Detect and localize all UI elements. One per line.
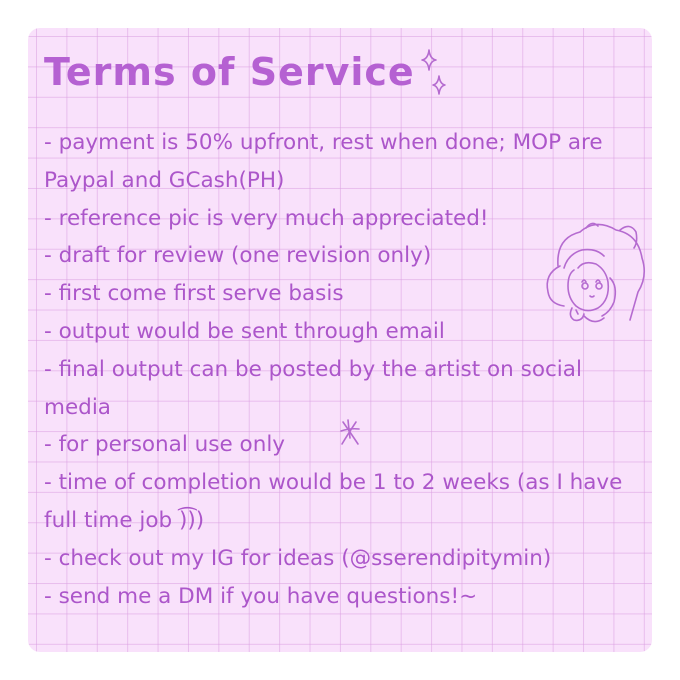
term-item: - draft for review (one revision only)	[44, 243, 432, 269]
term-item: - reference pic is very much appreciated!	[44, 205, 489, 231]
sparkle-icon	[420, 48, 450, 104]
term-item: - output would be sent through email	[44, 318, 445, 344]
term-item: - send me a DM if you have questions!~	[44, 583, 478, 609]
tos-card	[28, 28, 652, 652]
term-item: - payment is 50% upfront, rest when done; MOP are Paypal and GCash(PH)	[44, 130, 603, 193]
term-item: - for personal use only	[44, 432, 286, 458]
star-icon	[338, 418, 362, 448]
term-item: - time of completion would be 1 to 2 weeks (as I have full time job )͡))	[44, 470, 623, 533]
page-title: Terms of Service	[44, 50, 415, 94]
chibi-doodle	[538, 216, 650, 336]
term-item: - first come first serve basis	[44, 281, 344, 307]
term-item: - check out my IG for ideas (@sserendipitymin)	[44, 545, 552, 571]
terms-list	[44, 124, 644, 615]
term-item: - final output can be posted by the artist on social media	[44, 356, 582, 420]
